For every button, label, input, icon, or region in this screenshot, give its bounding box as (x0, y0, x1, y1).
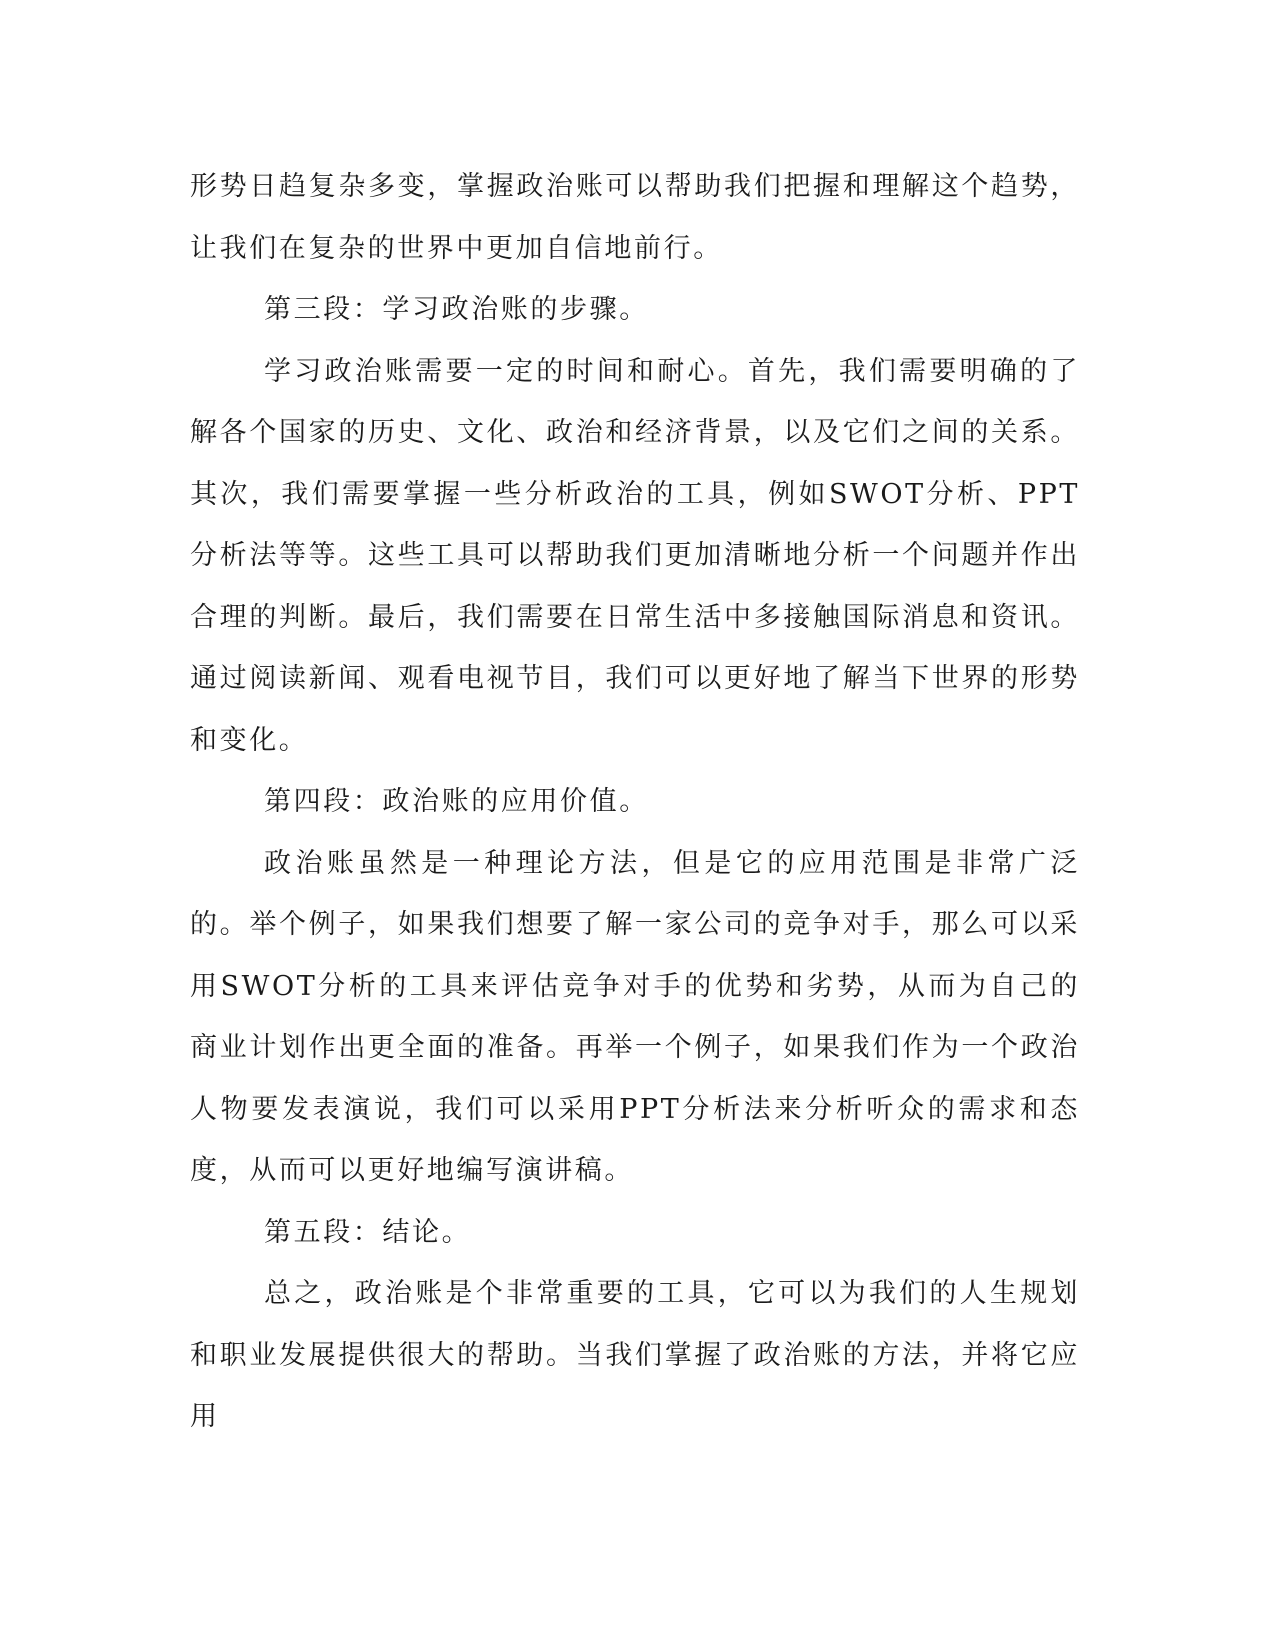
paragraph-application-value: 政治账虽然是一种理论方法，但是它的应用范围是非常广泛的。举个例子，如果我们想要了解一家公司的竞争对手，那么可以采用SWOT分析的工具来评估竞争对手的优势和劣势，从而为自己的商业计划作出更全面的准备。再举一个例子，如果我们作为一个政治人物要发表演说，我们可以采用PPT分析法来分析听众的需求和态度，从而可以更好地编写演讲稿。 (190, 847, 1080, 1186)
paragraph-learning-steps: 学习政治账需要一定的时间和耐心。首先，我们需要明确的了解各个国家的历史、文化、政治和经济背景，以及它们之间的关系。其次，我们需要掌握一些分析政治的工具，例如SWOT分析、PPT分析法等等。这些工具可以帮助我们更加清晰地分析一个问题并作出合理的判断。最后，我们需要在日常生活中多接触国际消息和资讯。通过阅读新闻、观看电视节目，我们可以更好地了解当下世界的形势和变化。 (190, 355, 1080, 756)
paragraph-conclusion: 总之，政治账是个非常重要的工具，它可以为我们的人生规划和职业发展提供很大的帮助。当我们掌握了政治账的方法，并将它应用 (190, 1278, 1080, 1432)
section-heading-5: 第五段：结论。 (264, 1216, 472, 1248)
section-heading-3: 第三段：学习政治账的步骤。 (264, 294, 649, 325)
document-body (190, 156, 1080, 1448)
section-heading-4: 第四段：政治账的应用价值。 (264, 786, 649, 817)
paragraph-intro-continuation: 形势日趋复杂多变，掌握政治账可以帮助我们把握和理解这个趋势，让我们在复杂的世界中更加自信地前行。 (190, 171, 1080, 264)
